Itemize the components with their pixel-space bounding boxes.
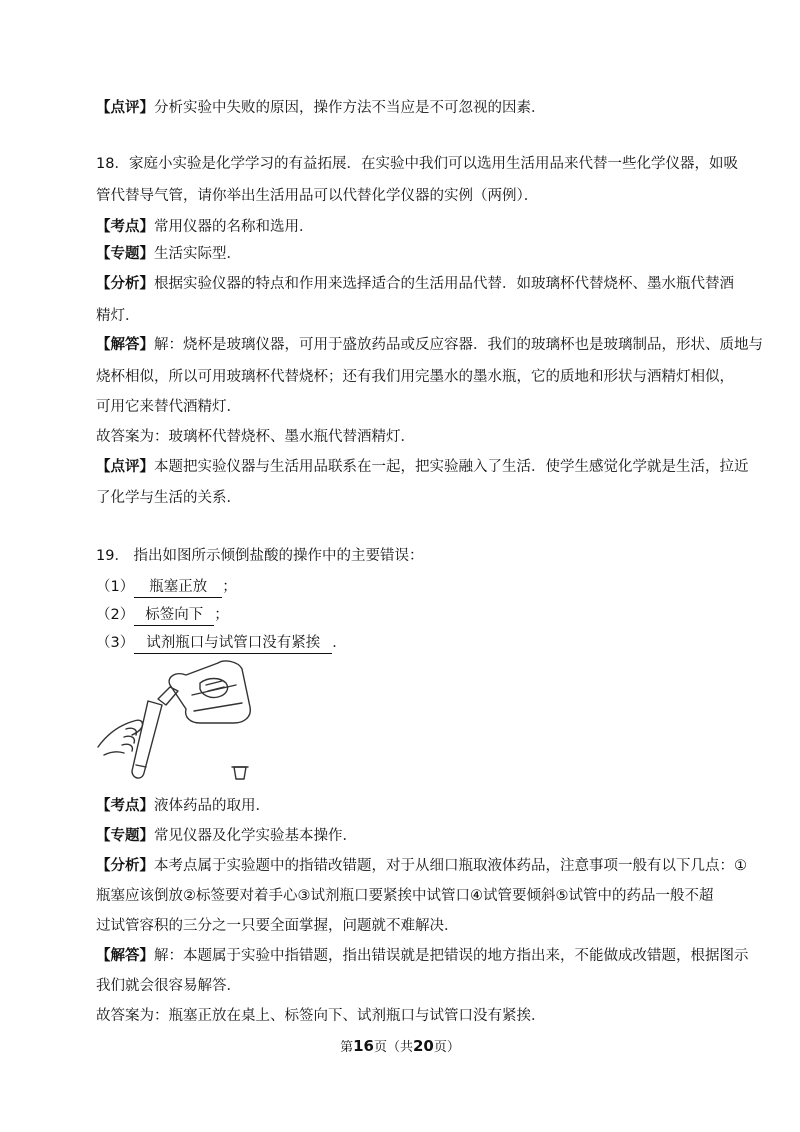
q18-kaodian-tag: 【考点】 xyxy=(96,219,154,235)
q19-item-2 xyxy=(96,605,708,626)
q18-jieda-line-2: 烧杯相似，所以可用玻璃杯代替烧杯；还有我们用完墨水的墨水瓶，它的质地和形状与酒精灯相似， xyxy=(96,369,734,385)
q19-fenxi-line-2: 瓶塞应该倒放②标签要对着手心③试剂瓶口要紧挨中试管口④试管要倾斜⑤试管中的药品一般不超 xyxy=(96,888,714,904)
q19-item-1-end: ； xyxy=(222,579,237,595)
q18-zhuanti xyxy=(96,244,708,264)
q18-answer: 故答案为：玻璃杯代替烧杯、墨水瓶代替酒精灯． xyxy=(96,429,415,445)
q19-item-2-end: ； xyxy=(214,607,229,623)
q18-zhuanti-text: 生活实际型． xyxy=(154,246,241,262)
right-hand-fingers xyxy=(206,681,224,691)
footer-page-number: 16 xyxy=(353,1037,374,1055)
review-line xyxy=(96,98,708,118)
q19-fenxi-text-1: 本考点属于实验题中的指错改错题，对于从细口瓶取液体药品，注意事项一般有以下几点：① xyxy=(154,858,747,874)
q19-item-2-answer: 标签向下 xyxy=(134,605,214,626)
q18-dianping-line-1 xyxy=(96,457,749,477)
q18-dianping-tag: 【点评】 xyxy=(96,459,154,475)
q19-item-3-end: ． xyxy=(332,635,347,651)
q18-fenxi-line-2: 精灯． xyxy=(96,308,140,324)
stopper-icon xyxy=(234,767,246,779)
q19-jieda-line-2: 我们就会很容易解答． xyxy=(96,978,241,994)
q19-jieda-text-1: 解：本题属于实验中指错题，指出错误就是把错误的地方指出来，不能做成改错题，根据图示 xyxy=(154,948,749,964)
q19-item-3-answer: 试剂瓶口与试管口没有紧挨 xyxy=(134,633,332,654)
reagent-bottle-icon xyxy=(169,661,250,723)
left-wrist xyxy=(104,752,124,755)
test-tube-icon xyxy=(132,701,162,778)
footer-mid: 页（共 xyxy=(373,1040,413,1055)
q19-zhuanti xyxy=(96,826,708,846)
q19-stem: 19． 指出如图所示倾倒盐酸的操作中的主要错误： xyxy=(96,548,424,564)
q18-dianping-line-2: 了化学与生活的关系． xyxy=(96,490,241,506)
q19-item-1-label: （1） xyxy=(96,579,135,595)
pouring-acid-illustration xyxy=(96,655,276,785)
q19-jieda-tag: 【解答】 xyxy=(96,948,154,964)
q18-fenxi-line-1 xyxy=(96,274,734,294)
q18-fenxi-text-1: 根据实验仪器的特点和作用来选择适合的生活用品代替．如玻璃杯代替烧杯、墨水瓶代替酒 xyxy=(154,276,734,292)
q19-fenxi-line-3: 过试管容积的三分之一只要全面掌握，问题就不难解决． xyxy=(96,918,459,934)
footer-pre: 第 xyxy=(340,1040,354,1055)
footer-total-pages: 20 xyxy=(413,1037,434,1055)
q19-fenxi-line-1 xyxy=(96,856,747,876)
q18-zhuanti-tag: 【专题】 xyxy=(96,246,154,262)
footer-post: 页） xyxy=(433,1040,460,1055)
q19-item-1-answer: 瓶塞正放 xyxy=(134,577,222,598)
review-text: 分析实验中失败的原因，操作方法不当应是不可忽视的因素． xyxy=(154,100,546,116)
q18-jieda-text-1: 解：烧杯是玻璃仪器，可用于盛放药品或反应容器．我们的玻璃杯也是玻璃制品，形状、质地与 xyxy=(154,337,763,353)
q19-kaodian xyxy=(96,796,708,816)
q18-kaodian-text: 常用仪器的名称和选用． xyxy=(154,219,314,235)
bottle-neck xyxy=(158,687,178,705)
q18-jieda-line-1 xyxy=(96,335,763,355)
q19-kaodian-text: 液体药品的取用． xyxy=(154,798,270,814)
q18-dianping-text-1: 本题把实验仪器与生活用品联系在一起，把实验融入了生活．使学生感觉化学就是生活，拉近 xyxy=(154,459,749,475)
q18-fenxi-tag: 【分析】 xyxy=(96,276,154,292)
q18-stem-line-2: 管代替导气管，请你举出生活用品可以代替化学仪器的实例（两例）． xyxy=(96,188,539,204)
review-tag: 【点评】 xyxy=(96,100,154,116)
q19-kaodian-tag: 【考点】 xyxy=(96,798,154,814)
q19-zhuanti-tag: 【专题】 xyxy=(96,828,154,844)
q19-zhuanti-text: 常见仪器及化学实验基本操作． xyxy=(154,828,357,844)
q18-jieda-tag: 【解答】 xyxy=(96,337,154,353)
q19-item-3 xyxy=(96,633,708,654)
q18-jieda-line-3: 可用它来替代酒精灯． xyxy=(96,399,241,415)
q19-jieda-line-1 xyxy=(96,946,749,966)
page-footer xyxy=(0,1036,800,1055)
test-tube-liquid-line xyxy=(136,765,146,767)
q19-item-3-label: （3） xyxy=(96,635,135,651)
q18-kaodian xyxy=(96,217,708,237)
q19-item-1 xyxy=(96,577,708,598)
q19-fenxi-tag: 【分析】 xyxy=(96,858,154,874)
left-hand-fingers xyxy=(122,728,136,751)
q19-item-2-label: （2） xyxy=(96,607,135,623)
q19-answer: 故答案为：瓶塞正放在桌上、标签向下、试剂瓶口与试管口没有紧挨． xyxy=(96,1008,546,1024)
q18-stem-line-1: 18．家庭小实验是化学学习的有益拓展．在实验中我们可以选用生活用品来代替一些化学仪器，如吸 xyxy=(96,156,738,172)
